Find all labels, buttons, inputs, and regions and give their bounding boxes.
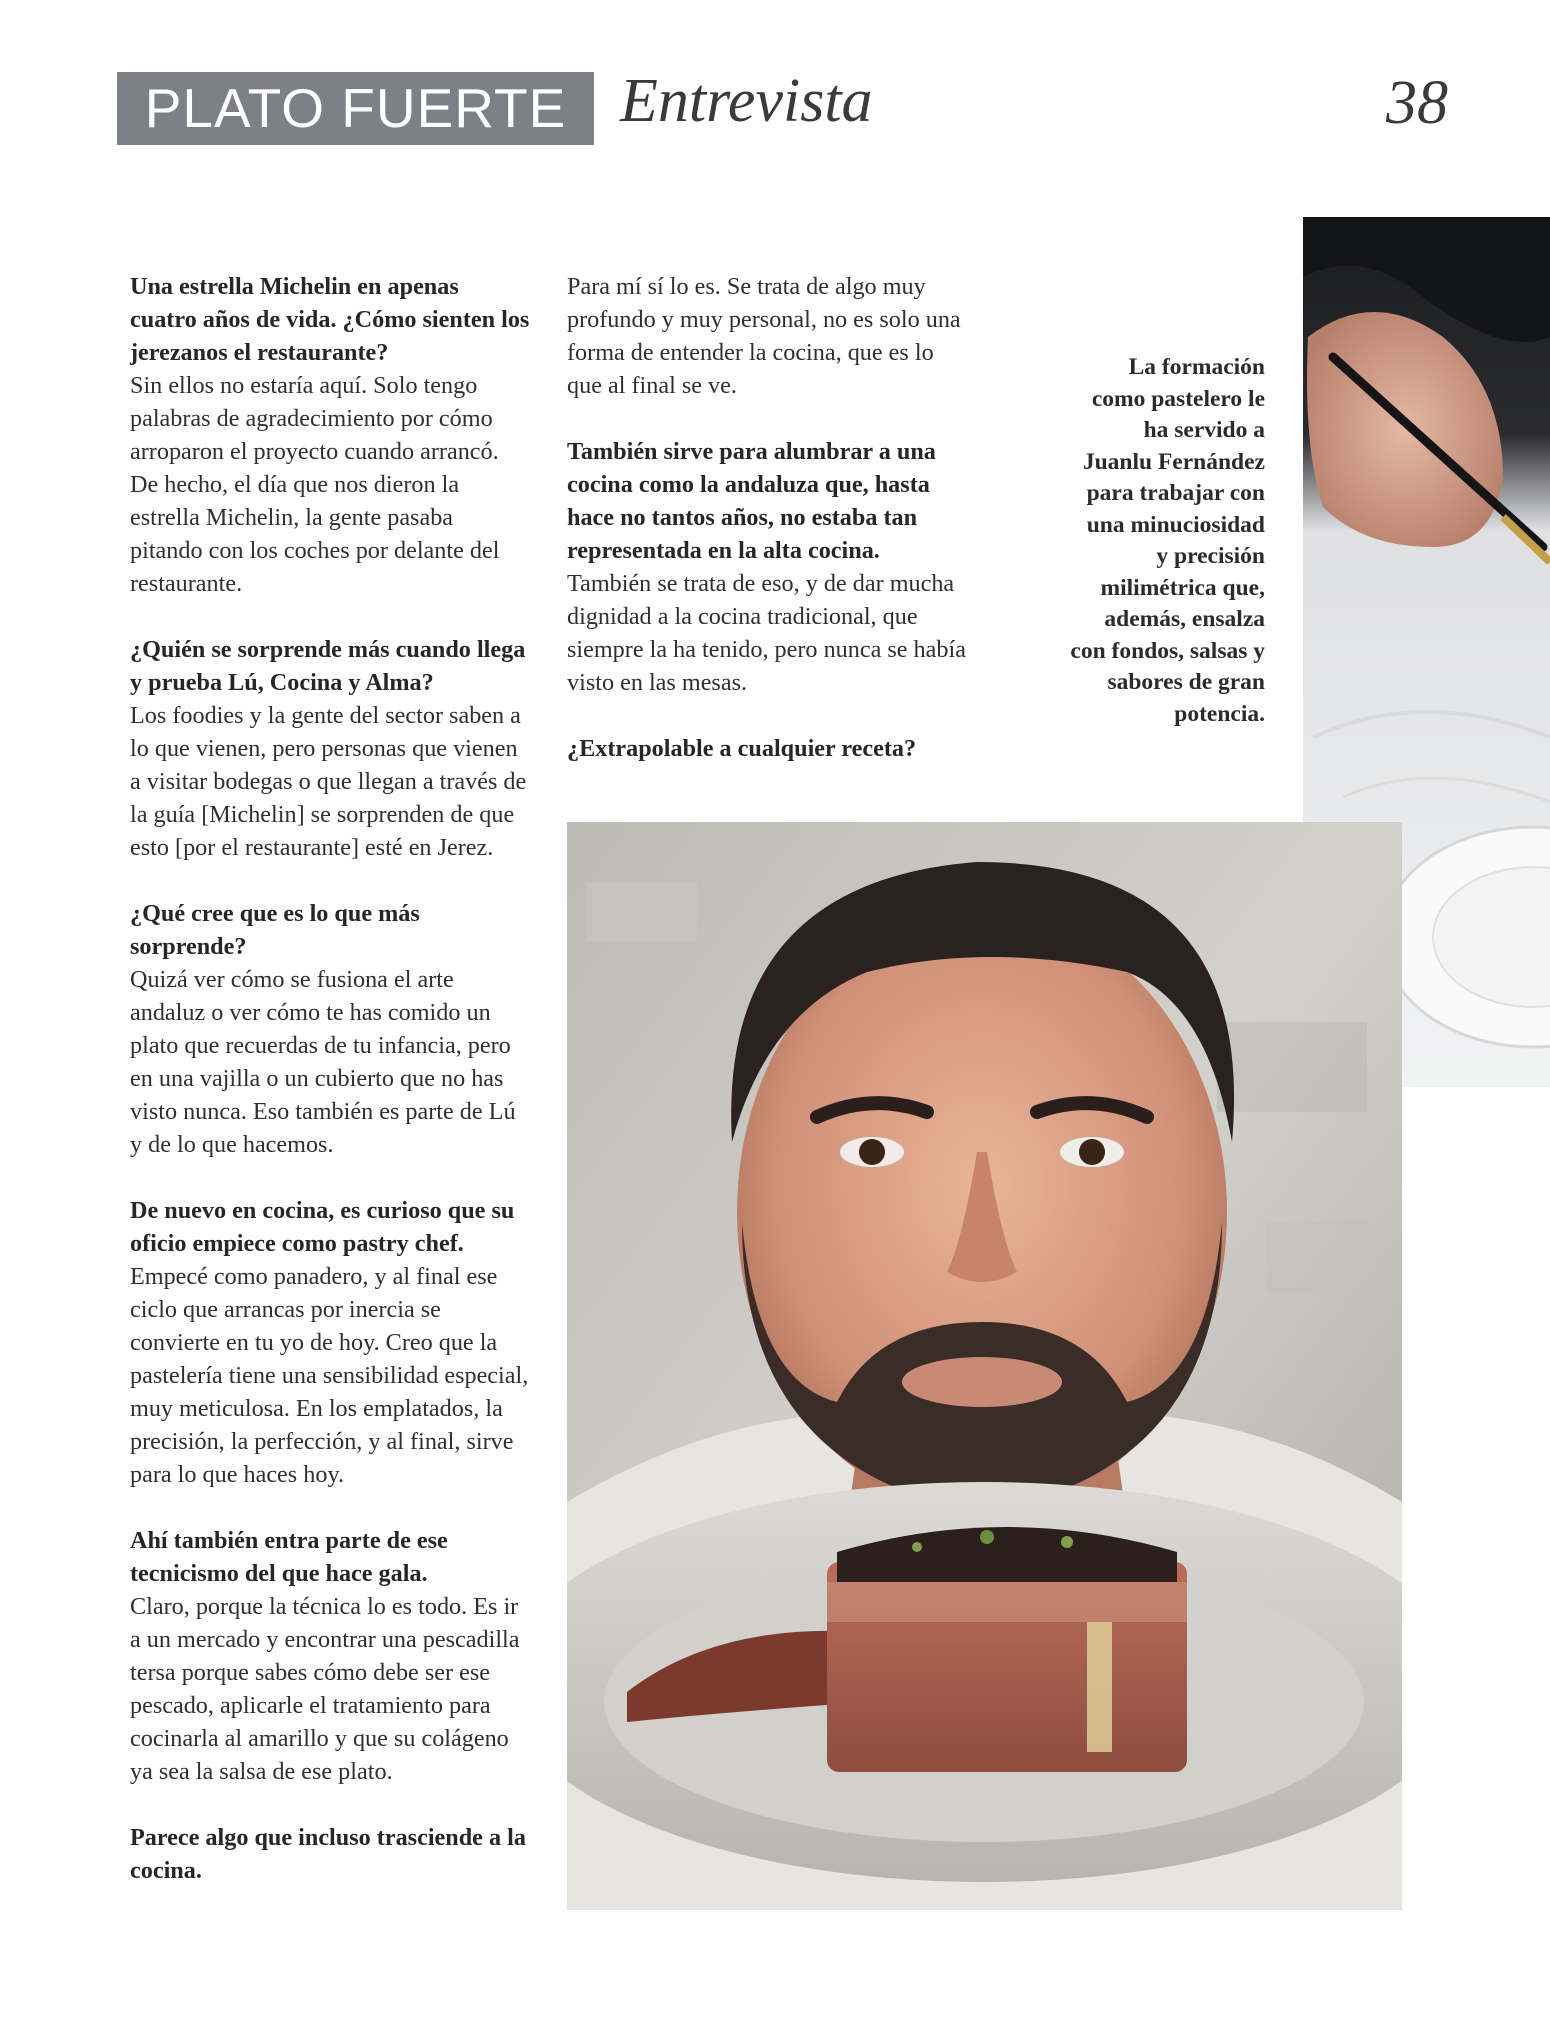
- question: ¿Quién se sorprende más cuando llega y prueba Lú, Cocina y Alma?: [130, 636, 526, 696]
- answer: Quizá ver cómo se fusiona el arte andaluz o ver cómo te has comido un plato que recuerdas de tu infancia, pero en una vajilla o un cubierto que no has visto nunca. Eso también es parte de Lú y de lo que hacemos.: [130, 966, 516, 1158]
- question: De nuevo en cocina, es curioso que su oficio empiece como pastry chef.: [130, 1197, 515, 1257]
- chef-portrait-image: [567, 822, 1402, 1910]
- answer: Claro, porque la técnica lo es todo. Es ir a un mercado y encontrar una pescadilla tersa porque sabes cómo debe ser ese pescado, aplicarle el tratamiento para cocinarla al amarillo y que su colágeno ya sea la salsa de ese plato.: [130, 1593, 520, 1785]
- chef-portrait-photo: [567, 822, 1402, 1910]
- qa-block: [130, 1821, 530, 1887]
- answer: Empecé como panadero, y al final ese ciclo que arrancas por inercia se convierte en tu yo de hoy. Creo que la pastelería tiene una sensibilidad especial, muy meticulosa. En los emplatados, la precisión, la perfección, y al final, sirve para lo que haces hoy.: [130, 1263, 529, 1488]
- article-column-1: [130, 270, 530, 1920]
- question: ¿Qué cree que es lo que más sorprende?: [130, 900, 420, 960]
- section-label: PLATO FUERTE: [117, 72, 594, 145]
- answer: Para mí sí lo es. Se trata de algo muy profundo y muy personal, no es solo una forma de entender la cocina, que es lo que al final se ve.: [567, 273, 961, 399]
- qa-block: [130, 1524, 530, 1788]
- qa-block: [567, 270, 967, 402]
- question: También sirve para alumbrar a una cocina como la andaluza que, hasta hace no tantos años, no estaba tan representada en la alta cocina.: [567, 438, 936, 564]
- question: Ahí también entra parte de ese tecnicismo del que hace gala.: [130, 1527, 448, 1587]
- qa-block: [130, 270, 530, 600]
- qa-block: [130, 897, 530, 1161]
- question: ¿Extrapolable a cualquier receta?: [567, 735, 917, 762]
- section-subtitle: Entrevista: [620, 67, 873, 135]
- qa-block: [130, 633, 530, 864]
- pull-quote: La formación como pastelero le ha servido a Juanlu Fernández para trabajar con una minuciosidad y precisión milimétrica que, además, ensalza con fondos, salsas y sabores de gran potencia.: [1070, 354, 1265, 727]
- qa-block: [567, 732, 967, 765]
- qa-block: [567, 435, 967, 699]
- qa-block: [130, 1194, 530, 1491]
- question: Parece algo que incluso trasciende a la cocina.: [130, 1824, 526, 1884]
- answer: Los foodies y la gente del sector saben a lo que vienen, pero personas que vienen a visitar bodegas o que llegan a través de la guía [Michelin] se sorprenden de que esto [por el restaurante] esté en Jerez.: [130, 702, 527, 861]
- answer: También se trata de eso, y de dar mucha dignidad a la cocina tradicional, que siempre la ha tenido, pero nunca se había visto en las mesas.: [567, 570, 966, 696]
- question: Una estrella Michelin en apenas cuatro años de vida. ¿Cómo sienten los jerezanos el restaurante?: [130, 273, 530, 366]
- page-number: 38: [1386, 69, 1448, 137]
- article-column-2: [567, 270, 967, 798]
- answer: Sin ellos no estaría aquí. Solo tengo palabras de agradecimiento por cómo arroparon el proyecto cuando arrancó. De hecho, el día que nos dieron la estrella Michelin, la gente pasaba pitando con los coches por delante del restaurante.: [130, 372, 500, 597]
